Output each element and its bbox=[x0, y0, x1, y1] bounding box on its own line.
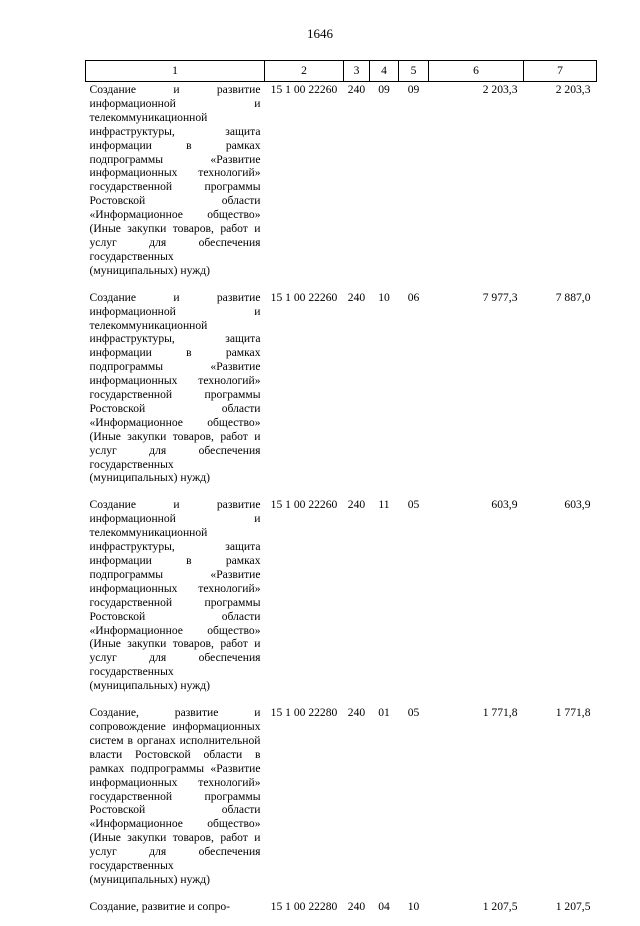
row-subsection: 09 bbox=[407, 83, 420, 96]
column-header: 6 bbox=[429, 61, 524, 82]
row-sum-1: 7 977,3 bbox=[482, 290, 518, 304]
row-sum-2: 7 887,0 bbox=[555, 290, 591, 304]
row-target-code: 15 1 00 22260 bbox=[270, 498, 338, 512]
page-number: 1646 bbox=[307, 26, 333, 41]
row-target-code: 15 1 00 22280 bbox=[270, 706, 338, 720]
column-header: 4 bbox=[370, 61, 399, 82]
row-sum-1: 603,9 bbox=[491, 498, 518, 512]
row-sum-1: 1 771,8 bbox=[482, 706, 518, 720]
column-header: 3 bbox=[344, 61, 370, 82]
row-description: Создание, развитие и сопро- bbox=[89, 899, 231, 913]
row-description: Создание и развитие информационной и телекоммуникационной инфраструктуры, защита информации в рамках подпрограммы «Развитие информационных технологий» государственной программы Ростовской области «Информационное общество» (Иные закупки товаров, работ и услуг для обеспечения государственных (муниципальных) нужд) bbox=[89, 83, 261, 277]
row-sum-1: 2 203,3 bbox=[482, 83, 518, 96]
row-subsection: 06 bbox=[407, 290, 420, 304]
row-target-code: 15 1 00 22280 bbox=[270, 899, 338, 913]
row-target-code: 15 1 00 22260 bbox=[270, 290, 338, 304]
row-description: Создание и развитие информационной и телекоммуникационной инфраструктуры, защита информации в рамках подпрограммы «Развитие информационных технологий» государственной программы Ростовской области «Информационное общество» (Иные закупки товаров, работ и услуг для обеспечения государственных (муниципальных) нужд) bbox=[89, 290, 261, 485]
row-sum-2: 2 203,3 bbox=[555, 83, 591, 96]
table-row bbox=[86, 705, 597, 899]
column-number-row bbox=[86, 61, 597, 82]
row-subsection: 05 bbox=[407, 706, 420, 720]
table-row bbox=[86, 290, 597, 498]
row-target-code: 15 1 00 22260 bbox=[270, 83, 338, 96]
row-expense-type: 240 bbox=[347, 706, 366, 720]
row-section: 04 bbox=[378, 899, 390, 913]
column-header: 2 bbox=[265, 61, 344, 82]
row-description: Создание, развитие и сопровождение информационных систем в органах исполнительной власти Ростовской области в рамках подпрограммы «Развитие информационных технологий» государственной программы Ростовской области «Информационное общество» (Иные закупки товаров, работ и услуг для обеспечения государственных (муниципальных) нужд) bbox=[89, 706, 261, 886]
row-sum-2: 603,9 bbox=[564, 498, 591, 512]
row-subsection: 10 bbox=[407, 899, 420, 913]
row-sum-2: 1 207,5 bbox=[555, 899, 591, 913]
row-subsection: 05 bbox=[407, 498, 420, 512]
row-section: 01 bbox=[378, 706, 390, 720]
row-sum-2: 1 771,8 bbox=[555, 706, 591, 720]
row-sum-1: 1 207,5 bbox=[482, 899, 518, 913]
row-description: Создание и развитие информационной и телекоммуникационной инфраструктуры, защита информации в рамках подпрограммы «Развитие информационных технологий» государственной программы Ростовской области «Информационное общество» (Иные закупки товаров, работ и услуг для обеспечения государственных (муниципальных) нужд) bbox=[89, 498, 261, 693]
budget-table bbox=[85, 60, 597, 926]
row-section: 09 bbox=[378, 83, 390, 96]
row-section: 10 bbox=[378, 290, 390, 304]
row-expense-type: 240 bbox=[347, 83, 366, 96]
table-row bbox=[86, 497, 597, 705]
column-header: 7 bbox=[524, 61, 597, 82]
column-header: 5 bbox=[399, 61, 429, 82]
row-section: 11 bbox=[378, 498, 390, 512]
row-expense-type: 240 bbox=[347, 290, 366, 304]
row-expense-type: 240 bbox=[347, 899, 366, 913]
table-row bbox=[86, 82, 597, 290]
table-row bbox=[86, 899, 597, 926]
row-expense-type: 240 bbox=[347, 498, 366, 512]
column-header: 1 bbox=[86, 61, 265, 82]
